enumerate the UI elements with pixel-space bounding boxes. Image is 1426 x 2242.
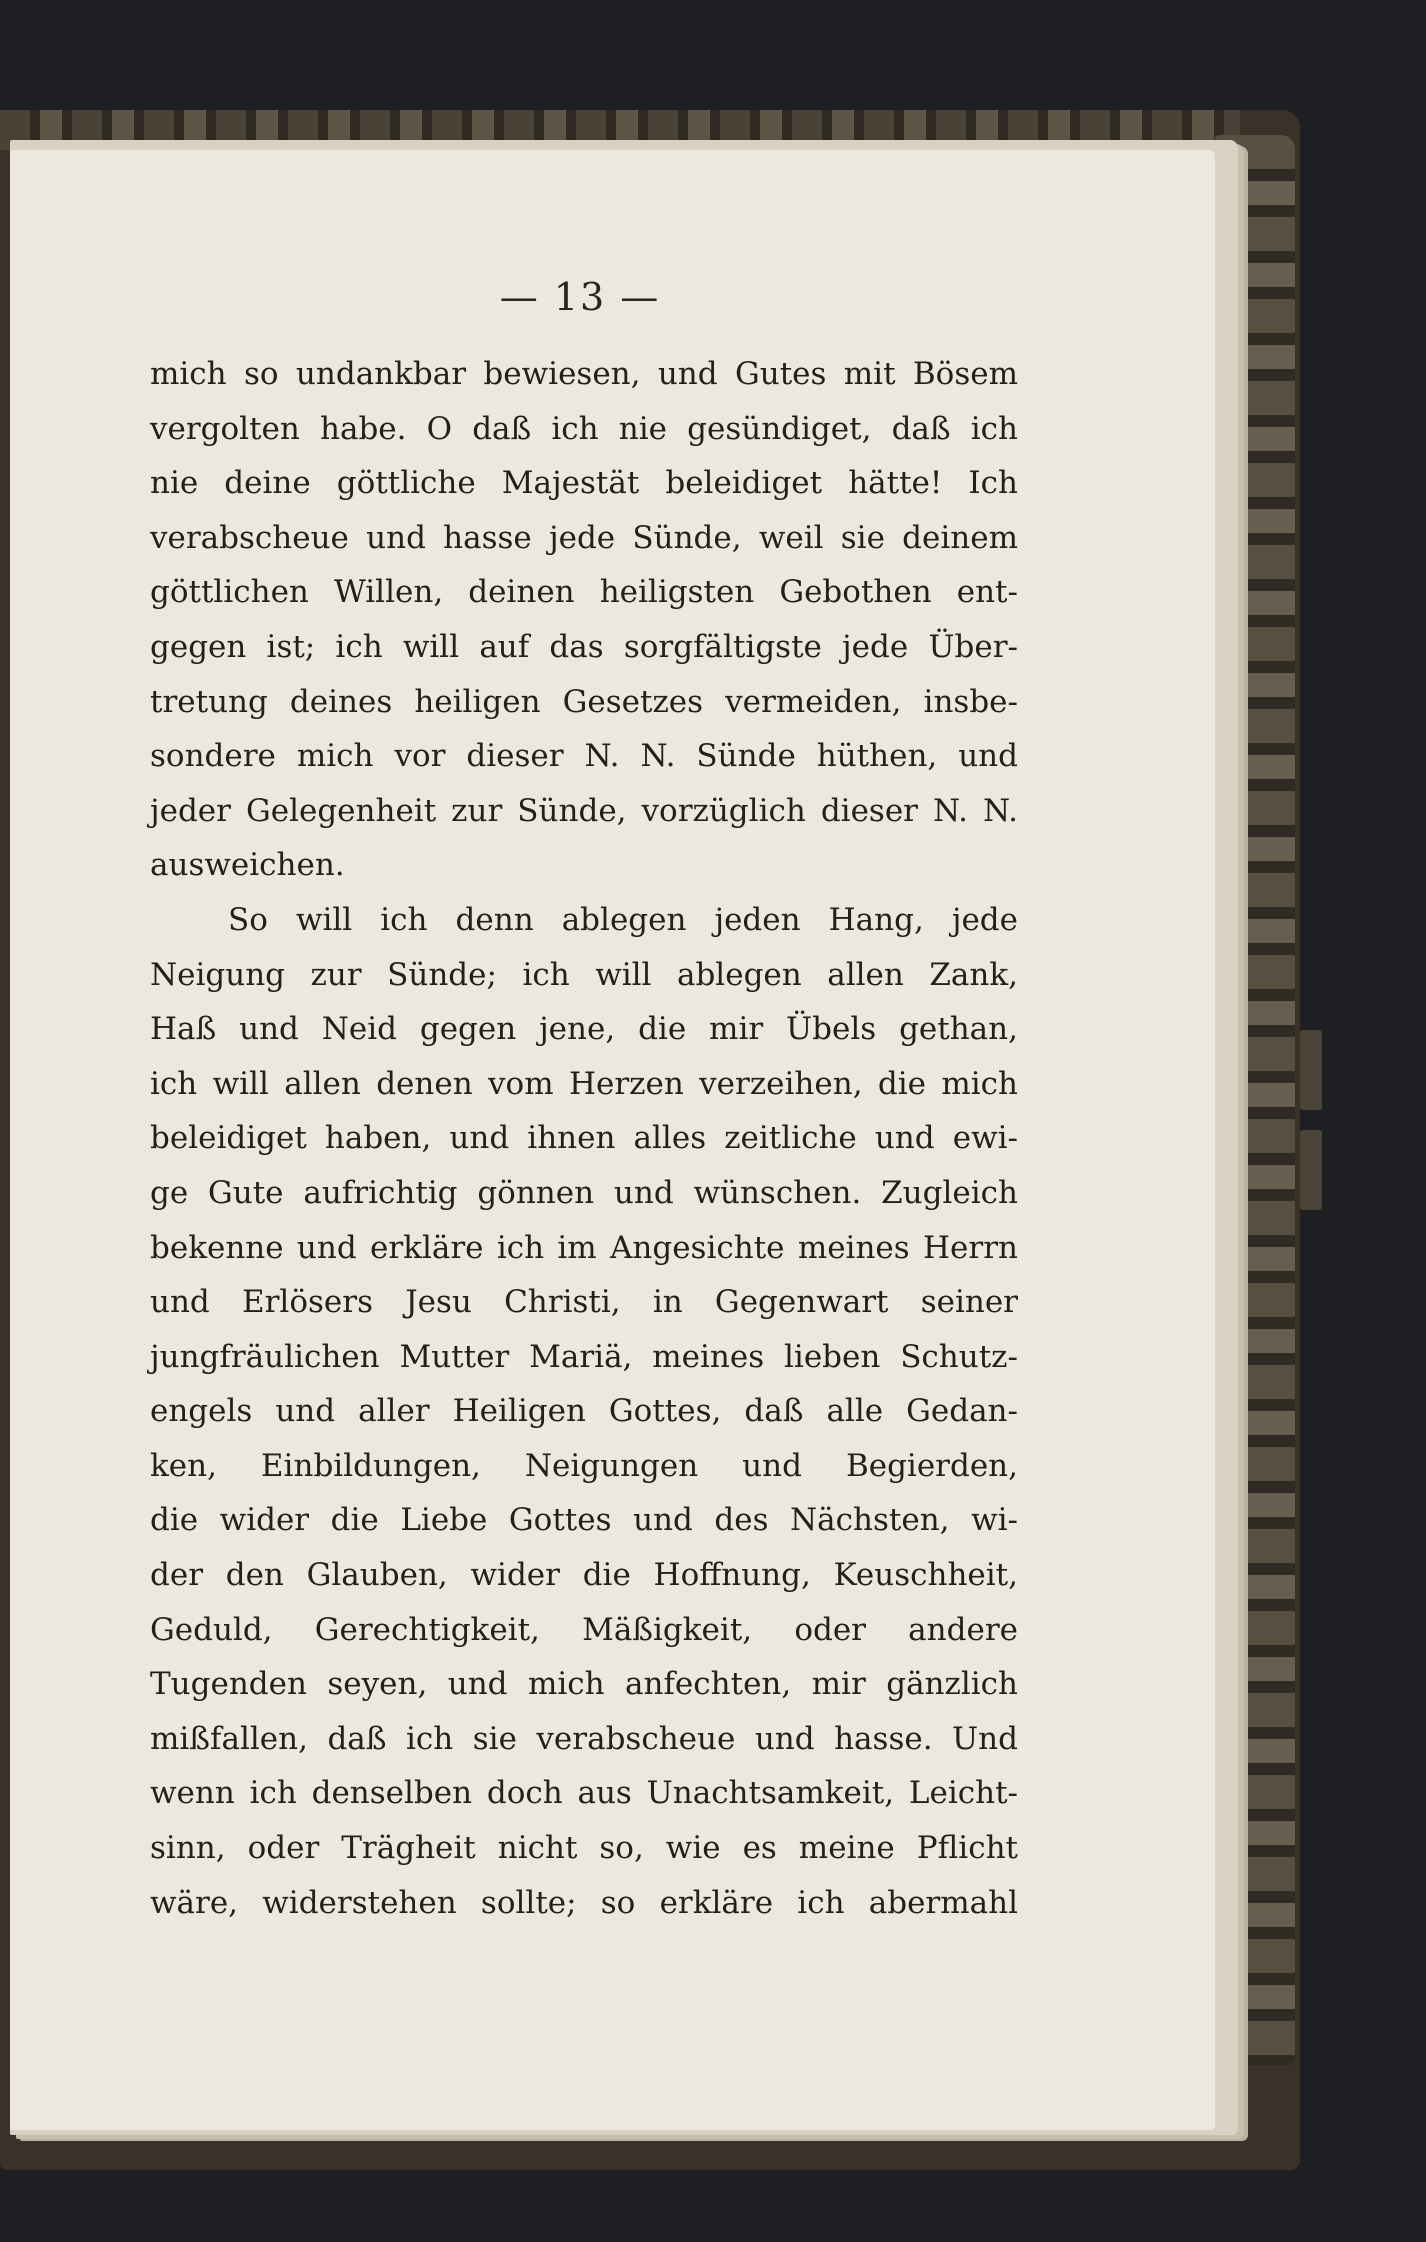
text-line: göttlichen Willen, deinen heiligsten Gebothen ent- <box>150 574 1018 611</box>
text-line: die wider die Liebe Gottes und des Nächsten, wi- <box>150 1502 1018 1539</box>
text-line: ausweichen. <box>150 847 345 884</box>
text-line: Geduld, Gerechtigkeit, Mäßigkeit, oder andere <box>150 1611 1018 1648</box>
text-line: sinn, oder Trägheit nicht so, wie es meine Pflicht <box>150 1830 1018 1867</box>
text-line: gegen ist; ich will auf das sorgfältigste jede Über- <box>150 628 1018 665</box>
text-line: So will ich denn ablegen jeden Hang, jede <box>228 901 1018 938</box>
text-line: jeder Gelegenheit zur Sünde, vorzüglich dieser N. N. <box>150 792 1018 829</box>
text-line: jungfräulichen Mutter Mariä, meines lieben Schutz- <box>150 1338 1018 1375</box>
text-line: wäre, widerstehen sollte; so erkläre ich abermahl <box>150 1884 1018 1921</box>
text-line: engels und aller Heiligen Gottes, daß alle Gedan- <box>150 1393 1018 1430</box>
text-line: wenn ich denselben doch aus Unachtsamkeit, Leicht- <box>150 1775 1018 1812</box>
text-line: und Erlösers Jesu Christi, in Gegenwart seiner <box>150 1284 1018 1321</box>
text-line: nie deine göttliche Majestät beleidiget hätte! Ich <box>150 465 1018 502</box>
text-line: bekenne und erkläre ich im Angesichte meines Herrn <box>150 1229 1018 1266</box>
book-clasp-upper <box>1300 1030 1322 1110</box>
text-line: sondere mich vor dieser N. N. Sünde hüthen, und <box>150 738 1018 775</box>
text-line: mißfallen, daß ich sie verabscheue und hasse. Und <box>150 1720 1018 1757</box>
text-line: Tugenden seyen, und mich anfechten, mir gänzlich <box>150 1666 1018 1703</box>
text-line: beleidiget haben, und ihnen alles zeitliche und ewi- <box>150 1120 1018 1157</box>
book-clasp-lower <box>1300 1130 1322 1210</box>
text-line: mich so undankbar bewiesen, und Gutes mit Bösem <box>150 356 1018 392</box>
text-line: vergolten habe. O daß ich nie gesündiget, daß ich <box>150 410 1018 447</box>
text-line: verabscheue und hasse jede Sünde, weil sie deinem <box>150 519 1018 556</box>
text-line: Neigung zur Sünde; ich will ablegen allen Zank, <box>150 956 1018 993</box>
text-line: ich will allen denen vom Herzen verzeihen, die mich <box>150 1065 1018 1102</box>
text-line: tretung deines heiligen Gesetzes vermeiden, insbe- <box>150 683 1018 720</box>
text-line: ge Gute aufrichtig gönnen und wünschen. Zugleich <box>150 1174 1018 1211</box>
page-text <box>150 347 1018 1930</box>
text-line: Haß und Neid gegen jene, die mir Übels gethan, <box>150 1011 1018 1048</box>
page-number: — 13 — <box>499 275 661 319</box>
text-line: der den Glauben, wider die Hoffnung, Keuschheit, <box>150 1557 1018 1594</box>
text-line: ken, Einbildungen, Neigungen und Begierden, <box>150 1447 1018 1484</box>
